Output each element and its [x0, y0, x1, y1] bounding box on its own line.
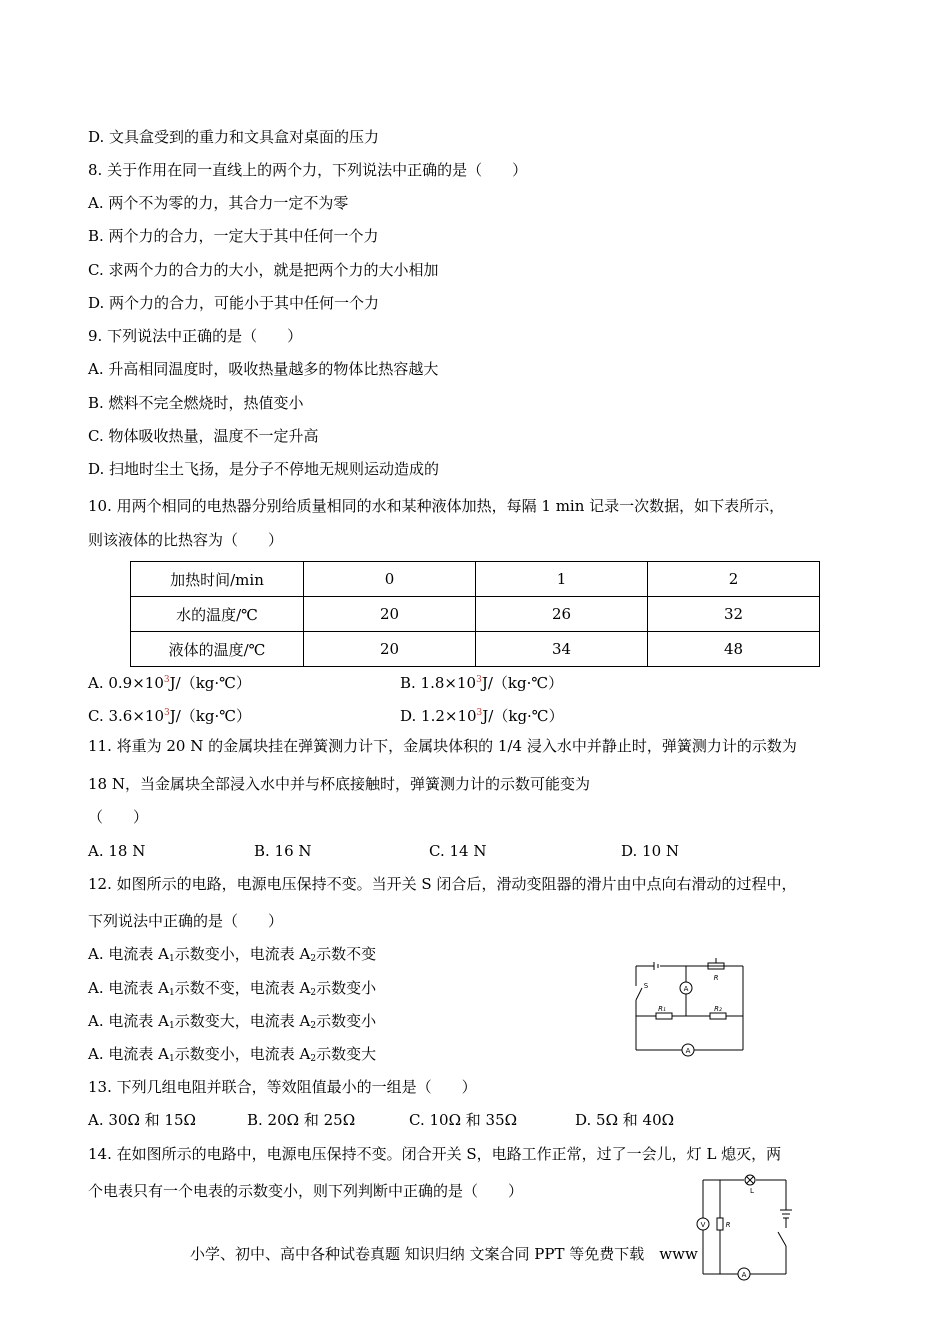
table-cell: 32 [648, 597, 820, 632]
q12-label-ammeter-2: A [685, 1047, 691, 1055]
q9-option-c: C. 物体吸收热量，温度不一定升高 [88, 427, 319, 445]
q9-option-d: D. 扫地时尘土飞扬，是分子不停地无规则运动造成的 [88, 460, 440, 478]
q8-option-b: B. 两个力的合力，一定大于其中任何一个力 [88, 227, 379, 245]
q10-stem-line2: 则该液体的比热容为（ ） [88, 531, 284, 549]
q8-stem: 8. 关于作用在同一直线上的两个力，下列说法中正确的是（ ） [88, 161, 528, 179]
q8-option-d: D. 两个力的合力，可能小于其中任何一个力 [88, 294, 380, 312]
q10-option-c: C. $3.6\times 10^3J/(kg\cdot℃)$ [88, 707, 252, 725]
q8-option-c: C. 求两个力的合力的大小，就是把两个力的大小相加 [88, 261, 439, 279]
q11-option-c: C. 14 N [429, 842, 487, 860]
q11-option-a: A. 18 N [88, 842, 146, 860]
q14-label-lamp: L [750, 1187, 754, 1195]
q11-stem-line1: 11. 将重为 20 N 的金属块挂在弹簧测力计下，金属块体积的 1/4 浸入水中并静止时，弹簧测力计的示数为 [88, 737, 797, 755]
q10-data-table [130, 561, 820, 667]
q12-label-r2: R₂ [714, 1005, 722, 1013]
q14-label-resistor: R [725, 1221, 731, 1229]
q14-stem-line2: 个电表只有一个电表的示数变小，则下列判断中正确的是（ ） [88, 1182, 524, 1200]
q14-stem-line1: 14. 在如图所示的电路中，电源电压保持不变。闭合开关 S，电路工作正常，过了一会儿，灯 L 熄灭，两 [88, 1145, 782, 1163]
q9-option-b: B. 燃料不完全燃烧时，热值变小 [88, 394, 304, 412]
q12-option-1: A. 电流表 $A_1$示数变小，电流表 $A_2$示数不变 [88, 945, 377, 964]
q12-option-4: A. 电流表 $A_1$示数变小，电流表 $A_2$示数变大 [88, 1045, 377, 1064]
q12-option-3: A. 电流表 $A_1$示数变大，电流表 $A_2$示数变小 [88, 1012, 377, 1031]
q10-option-d: D. $1.2\times 10^3J/(kg\cdot℃)$ [400, 707, 564, 725]
table-row [131, 562, 820, 597]
table-cell: 水的温度/℃ [131, 597, 304, 632]
q10-stem-line1: 10. 用两个相同的电热器分别给质量相同的水和某种液体加热，每隔 1 min 记录一次数据，如下表所示， [88, 497, 785, 515]
q9-stem: 9. 下列说法中正确的是（ ） [88, 327, 303, 345]
q12-label-r: R [713, 974, 719, 982]
q12-stem-line1: 12. 如图所示的电路，电源电压保持不变。当开关 S 闭合后，滑动变阻器的滑片由中点向右滑动的过程中， [88, 875, 797, 893]
q10-option-b: B. $1.8\times 10^3J/(kg\cdot℃)$ [400, 674, 564, 692]
q14-circuit-diagram [688, 1172, 798, 1282]
q12-stem-line2: 下列说法中正确的是（ ） [88, 912, 284, 930]
q13-option-b: B. 20Ω 和 25Ω [247, 1111, 356, 1129]
table-cell: 0 [304, 562, 476, 597]
page-footer: 小学、初中、高中各种试卷真题 知识归纳 文案合同 PPT 等免费下载 www [190, 1245, 698, 1263]
table-cell: 20 [304, 597, 476, 632]
q14-label-voltmeter: V [700, 1221, 706, 1229]
q13-stem: 13. 下列几组电阻并联合，等效阻值最小的一组是（ ） [88, 1078, 477, 1096]
table-cell: 20 [304, 632, 476, 667]
q11-stem-line2: 18 N，当金属块全部浸入水中并与杯底接触时，弹簧测力计的示数可能变为 [88, 775, 590, 793]
q11-option-b: B. 16 N [254, 842, 312, 860]
q13-option-a: A. 30Ω 和 15Ω [88, 1111, 196, 1129]
table-cell: 48 [648, 632, 820, 667]
q9-option-a: A. 升高相同温度时，吸收热量越多的物体比热容越大 [88, 360, 439, 378]
q8-option-a: A. 两个不为零的力，其合力一定不为零 [88, 194, 349, 212]
q7-option-d: D. 文具盒受到的重力和文具盒对桌面的压力 [88, 128, 380, 146]
table-cell: 1 [476, 562, 648, 597]
q11-answer-paren: （ ） [88, 808, 149, 826]
q13-option-d: D. 5Ω 和 40Ω [575, 1111, 675, 1129]
q13-option-c: C. 10Ω 和 35Ω [409, 1111, 518, 1129]
table-cell: 2 [648, 562, 820, 597]
q14-label-ammeter: A [741, 1271, 747, 1279]
q12-label-r1: R₁ [658, 1005, 666, 1013]
q11-option-d: D. 10 N [621, 842, 680, 860]
table-row [131, 632, 820, 667]
table-cell: 34 [476, 632, 648, 667]
table-cell: 26 [476, 597, 648, 632]
q12-option-2: A. 电流表 $A_1$示数不变，电流表 $A_2$示数变小 [88, 979, 377, 998]
table-cell: 液体的温度/℃ [131, 632, 304, 667]
table-cell: 加热时间/min [131, 562, 304, 597]
table-row [131, 597, 820, 632]
q12-label-switch: S [643, 982, 649, 990]
q12-label-ammeter-1: A [683, 985, 689, 993]
q10-option-a: A. $0.9\times 10^3J/(kg\cdot℃)$ [88, 674, 251, 692]
q12-circuit-diagram [628, 958, 748, 1058]
